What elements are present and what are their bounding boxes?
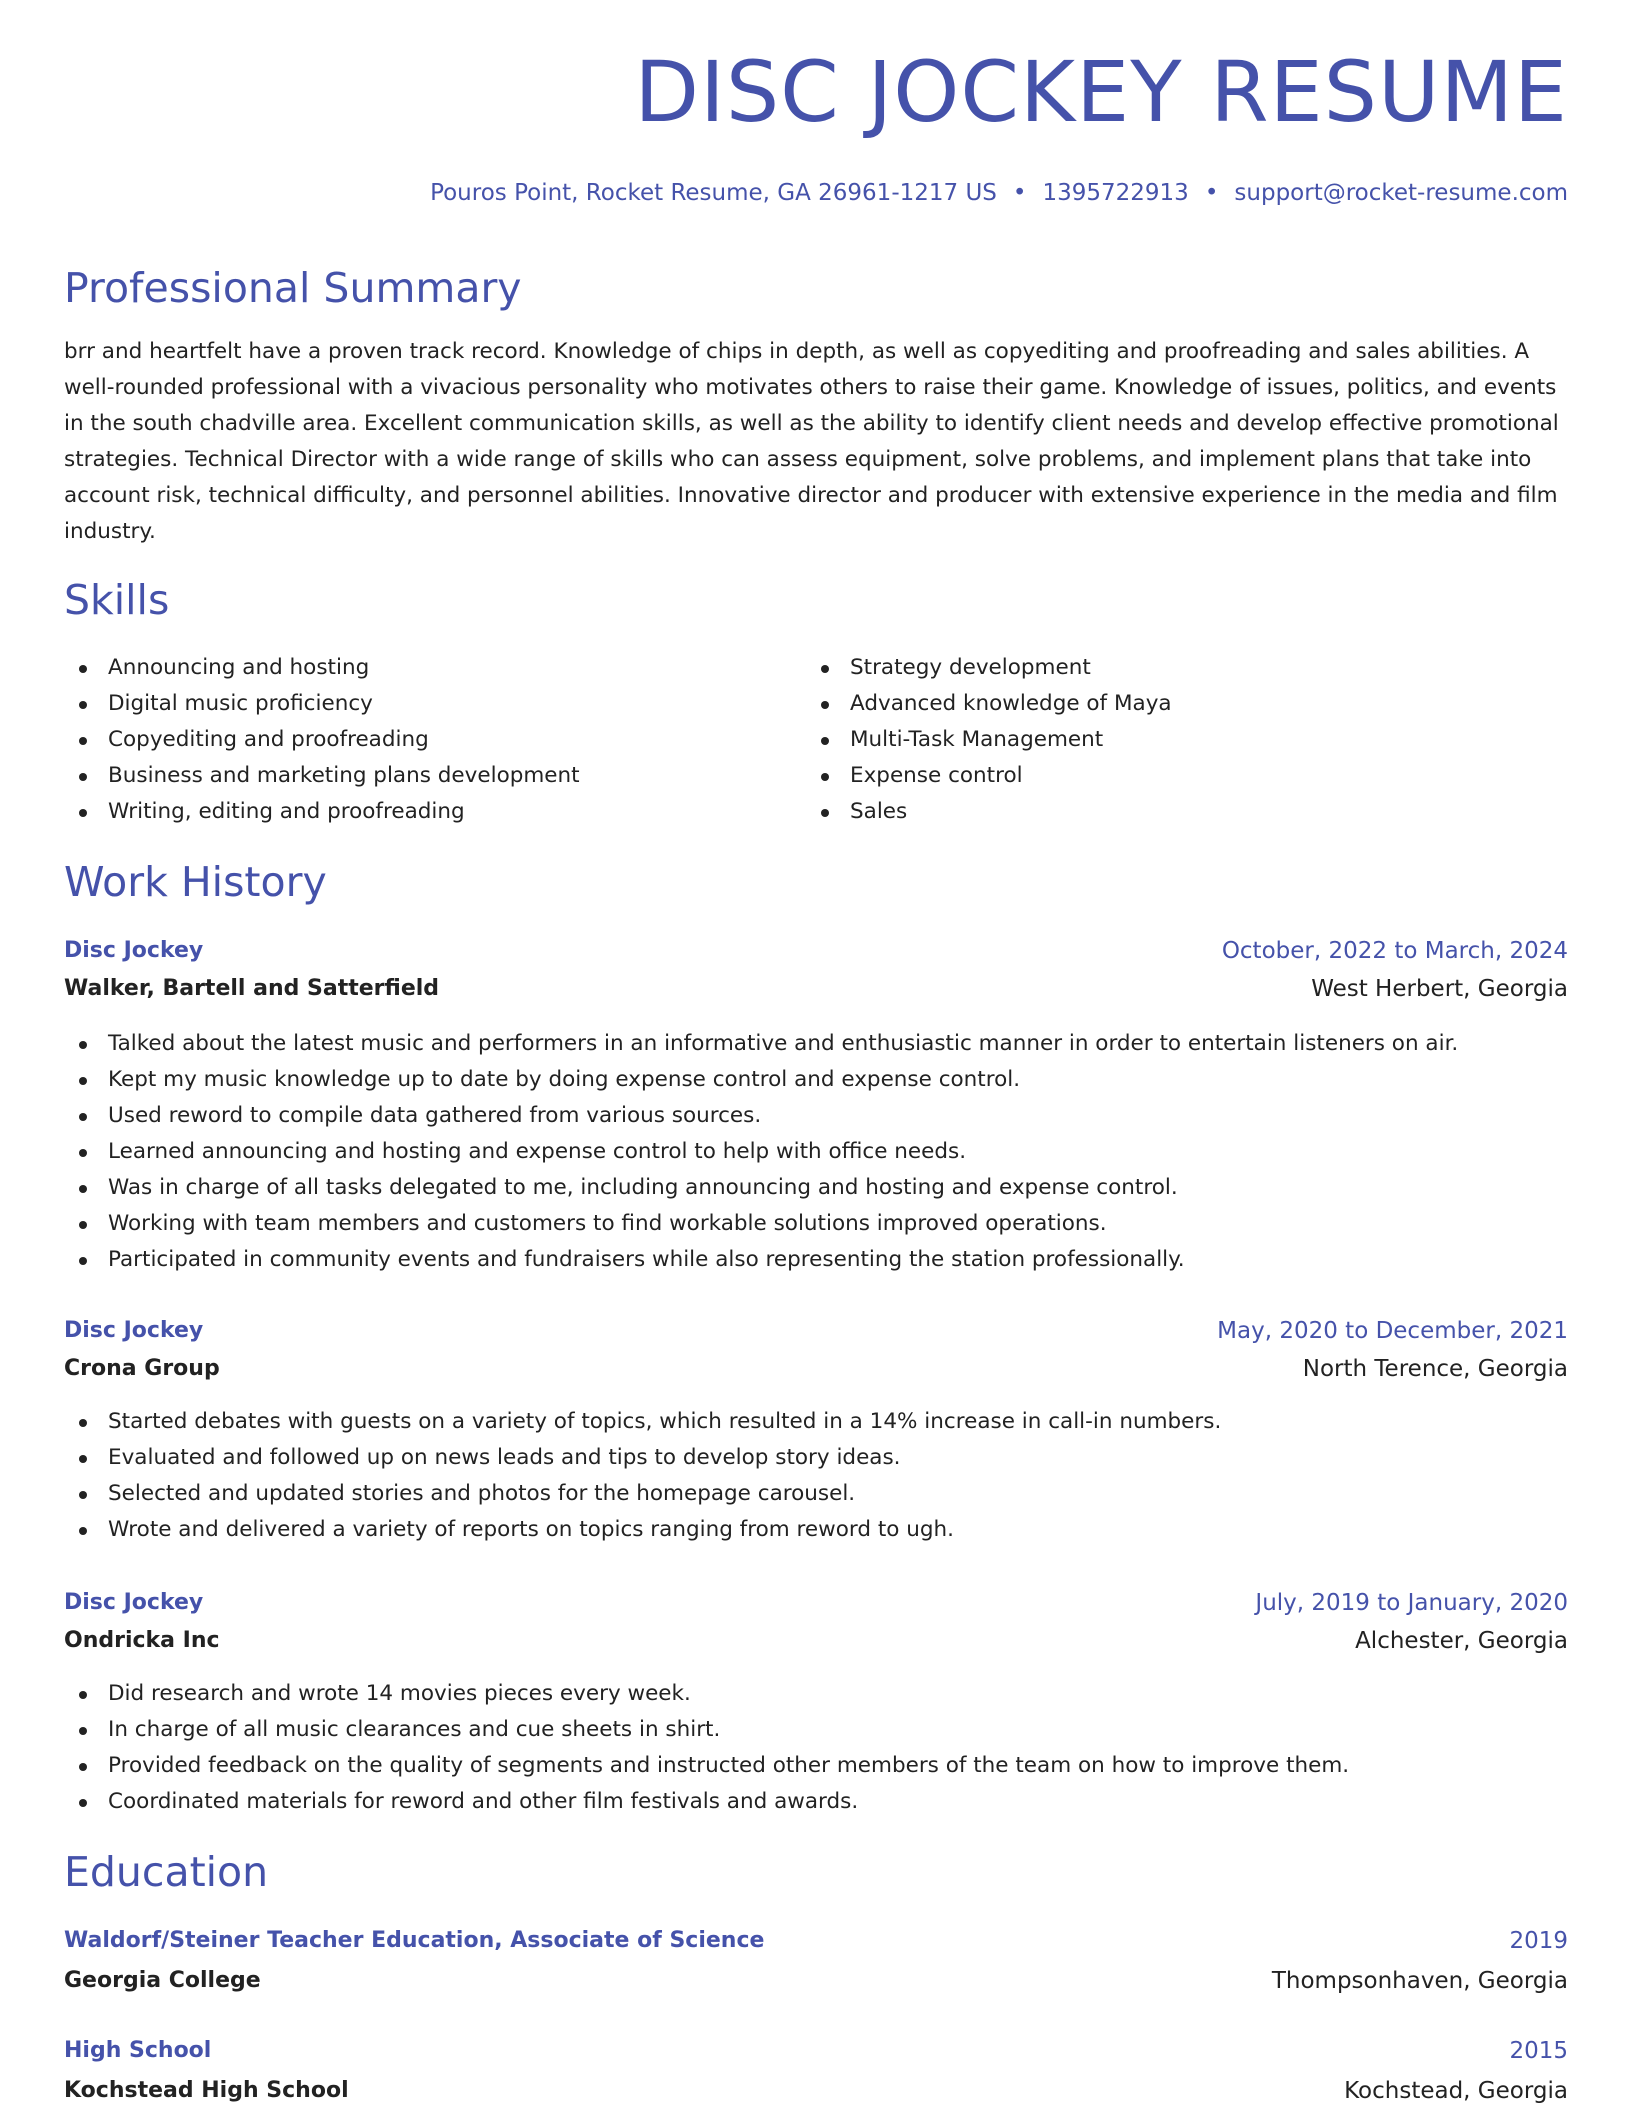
skill-item: Announcing and hosting bbox=[64, 650, 580, 686]
job-location: North Terence, Georgia bbox=[1302, 1356, 1568, 1382]
education-location: Thompsonhaven, Georgia bbox=[1271, 1968, 1568, 1994]
contact-phone: 1395722913 bbox=[1042, 180, 1189, 206]
education-location: Kochstead, Georgia bbox=[1344, 2078, 1568, 2104]
work-heading: Work History bbox=[64, 858, 327, 906]
job-bullet: Kept my music knowledge up to date by doing expense control and expense control. bbox=[64, 1062, 1568, 1098]
summary-text: brr and heartfelt have a proven track record. Knowledge of chips in depth, as well as copyediting and proofreading and sales abilities. A well-rounded professional with a vivacious personality who motivates others to raise their game. Knowledge of issues, politics, and events in the south chadville area. Excellent communication skills, as well as the ability to identify client needs and develop effective promotional strategies. Technical Director with a wide range of skills who can assess equipment, solve problems, and implement plans that take into account risk, technical difficulty, and personnel abilities. Innovative director and producer with extensive experience in the media and film industry. bbox=[64, 339, 1559, 544]
job-dates: July, 2019 to January, 2020 bbox=[1255, 1590, 1568, 1616]
skill-item: Strategy development bbox=[806, 650, 1172, 686]
education-header bbox=[64, 2036, 1568, 2066]
job-bullet: Used reword to compile data gathered from various sources. bbox=[64, 1098, 1568, 1134]
contact-separator: • bbox=[1204, 180, 1219, 206]
skills-list bbox=[64, 650, 1568, 840]
job-company: Crona Group bbox=[64, 1356, 220, 1381]
job-bullet: Provided feedback on the quality of segments and instructed other members of the team on how to improve them. bbox=[64, 1748, 1568, 1784]
job-bullets bbox=[64, 1026, 1568, 1278]
job-bullet: In charge of all music clearances and cue sheets in shirt. bbox=[64, 1712, 1568, 1748]
education-school-row bbox=[64, 1966, 1568, 1996]
contact-separator: • bbox=[1012, 180, 1027, 206]
skill-item: Business and marketing plans development bbox=[64, 758, 580, 794]
job-location: West Herbert, Georgia bbox=[1311, 976, 1568, 1002]
contact-line bbox=[430, 182, 1568, 205]
job-bullet: Learned announcing and hosting and expense control to help with office needs. bbox=[64, 1134, 1568, 1170]
skill-item: Expense control bbox=[806, 758, 1172, 794]
job-dates: October, 2022 to March, 2024 bbox=[1221, 938, 1568, 964]
summary-heading: Professional Summary bbox=[64, 264, 522, 312]
job-bullet: Participated in community events and fundraisers while also representing the station professionally. bbox=[64, 1242, 1568, 1278]
education-school-row bbox=[64, 2076, 1568, 2106]
skill-item: Sales bbox=[806, 794, 1172, 830]
job-bullet: Working with team members and customers to find workable solutions improved operations. bbox=[64, 1206, 1568, 1242]
job-location: Alchester, Georgia bbox=[1355, 1628, 1568, 1654]
skill-item: Digital music proficiency bbox=[64, 686, 580, 722]
job-company-row bbox=[64, 1354, 1568, 1384]
job-bullet: Did research and wrote 14 movies pieces every week. bbox=[64, 1676, 1568, 1712]
skills-column-left bbox=[64, 650, 580, 830]
job-bullet: Wrote and delivered a variety of reports on topics ranging from reword to ugh. bbox=[64, 1512, 1568, 1548]
contact-email[interactable]: support@rocket-resume.com bbox=[1234, 180, 1568, 206]
resume-title: DISC JOCKEY RESUME bbox=[634, 43, 1568, 141]
education-header bbox=[64, 1926, 1568, 1956]
skill-item: Copyediting and proofreading bbox=[64, 722, 580, 758]
job-bullet: Selected and updated stories and photos for the homepage carousel. bbox=[64, 1476, 1568, 1512]
job-company-row bbox=[64, 974, 1568, 1004]
skills-heading: Skills bbox=[64, 576, 170, 624]
job-bullet: Evaluated and followed up on news leads and tips to develop story ideas. bbox=[64, 1440, 1568, 1476]
job-title: Disc Jockey bbox=[64, 1590, 204, 1615]
job-bullet: Talked about the latest music and performers in an informative and enthusiastic manner in order to entertain listeners on air. bbox=[64, 1026, 1568, 1062]
education-year: 2015 bbox=[1509, 2038, 1568, 2064]
skills-column-right bbox=[806, 650, 1172, 830]
education-school: Georgia College bbox=[64, 1968, 261, 1993]
education-degree: Waldorf/Steiner Teacher Education, Associate of Science bbox=[64, 1928, 765, 1953]
job-company: Walker, Bartell and Satterfield bbox=[64, 976, 440, 1001]
education-year: 2019 bbox=[1509, 1928, 1568, 1954]
education-heading: Education bbox=[64, 1848, 269, 1896]
skill-item: Multi-Task Management bbox=[806, 722, 1172, 758]
job-bullet: Coordinated materials for reword and other film festivals and awards. bbox=[64, 1784, 1568, 1820]
job-header bbox=[64, 1588, 1568, 1618]
education-school: Kochstead High School bbox=[64, 2078, 349, 2103]
skill-item: Advanced knowledge of Maya bbox=[806, 686, 1172, 722]
job-title: Disc Jockey bbox=[64, 938, 204, 963]
job-company-row bbox=[64, 1626, 1568, 1656]
contact-address: Pouros Point, Rocket Resume, GA 26961-1217 US bbox=[430, 180, 997, 206]
skill-item: Writing, editing and proofreading bbox=[64, 794, 580, 830]
job-bullets bbox=[64, 1676, 1568, 1820]
education-degree: High School bbox=[64, 2038, 212, 2063]
job-dates: May, 2020 to December, 2021 bbox=[1217, 1318, 1568, 1344]
job-bullet: Was in charge of all tasks delegated to me, including announcing and hosting and expense control. bbox=[64, 1170, 1568, 1206]
job-bullets bbox=[64, 1404, 1568, 1548]
job-company: Ondricka Inc bbox=[64, 1628, 220, 1653]
job-title: Disc Jockey bbox=[64, 1318, 204, 1343]
job-header bbox=[64, 1316, 1568, 1346]
job-bullet: Started debates with guests on a variety of topics, which resulted in a 14% increase in call-in numbers. bbox=[64, 1404, 1568, 1440]
job-header bbox=[64, 936, 1568, 966]
